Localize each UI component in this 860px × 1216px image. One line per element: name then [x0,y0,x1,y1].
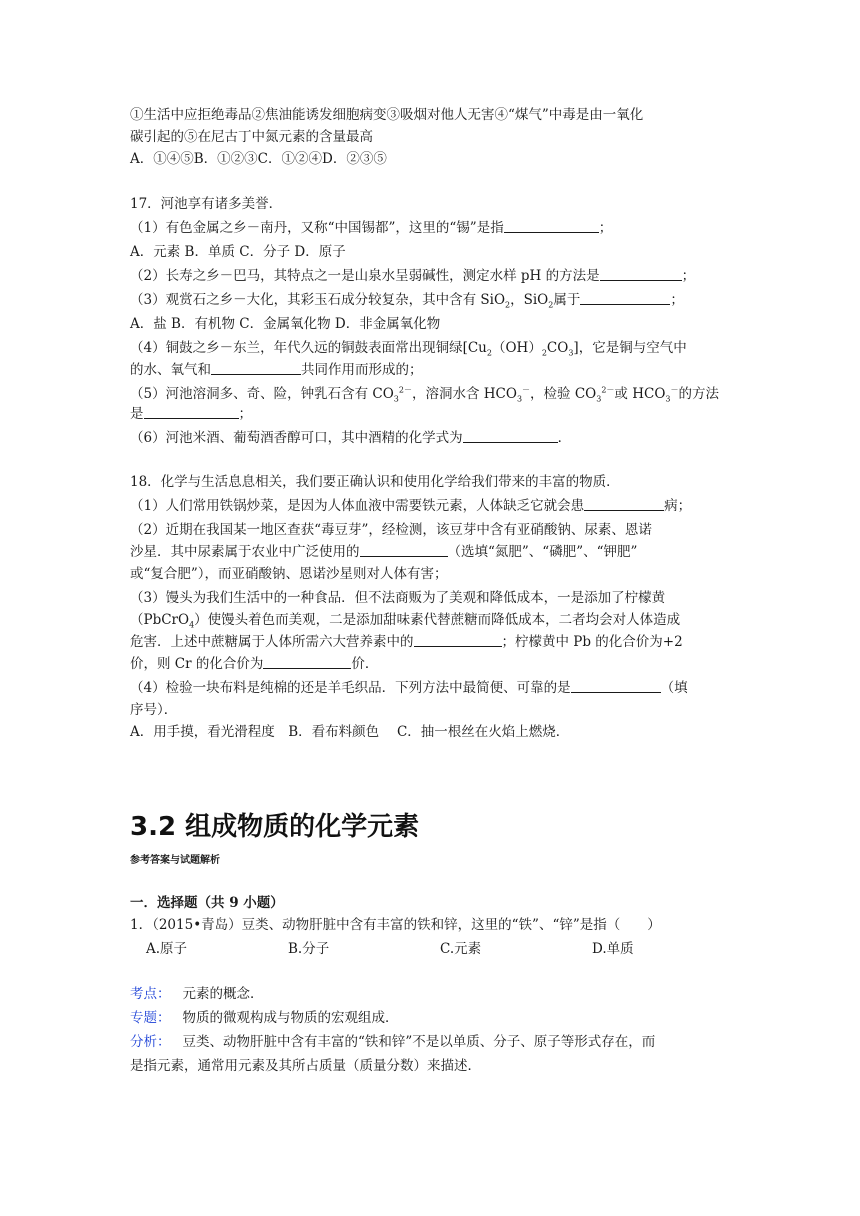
answer-blank[interactable] [360,542,448,557]
section-title: 3.2 组成物质的化学元素 [130,812,420,842]
q18-part4: （4）检验一块布料是纯棉的还是羊毛织品．下列方法中最简便、可靠的是 （填 [130,680,688,696]
q18-part4-cont: 序号）． [130,702,178,718]
q17-part6: （6）河池米酒、葡萄酒香醇可口，其中酒精的化学式为 ． [130,430,572,446]
zhuanti-row: 专题： 物质的微观构成与物质的宏观组成． [130,1010,399,1026]
q17-part5: （5）河池溶洞多、奇、险，钟乳石含有 $CO_3^{2-}$，溶洞水含 $HCO_3^-$，检验 $CO_3^{2-}$或 $HCO_3^-$的方法 [130,385,719,404]
q17-part5-cont: 是 ； [130,406,252,422]
zhuanti-label: 专题： [130,1010,171,1026]
q18-part1: （1）人们常用铁锅炒菜，是因为人体血液中需要铁元素，人体缺乏它就会患 病； [130,498,692,514]
answer-blank[interactable] [584,496,664,511]
q18-part2-line3: 或“复合肥”），而亚硝酸钠、恩诺沙星则对人体有害； [130,566,448,582]
answer-blank[interactable] [463,428,558,443]
q18-part3-line4: 价，则 Cr 的化合价为 价． [130,656,379,672]
q17-part1-options: A．元素 B．单质 C．分子 D．原子 [130,244,346,260]
answer-blank[interactable] [571,678,661,693]
q16-options: A．①④⑤B．①②③C．①②④D．②③⑤ [130,151,387,167]
q16-line1: ①生活中应拒绝毒品②焦油能诱发细胞病变③吸烟对他人无害④“煤气”中毒是由一氧化 [130,107,644,123]
answer-q1-options [130,939,740,959]
q17-part4-cont: 的水、氧气和 共同作用而形成的； [130,362,423,378]
section-subtitle: 参考答案与试题解析 [130,855,220,866]
answer-blank[interactable] [600,266,682,281]
q17-part3: （3）观赏石之乡－大化，其彩玉石成分较复杂，其中含有 SiO$_2$，SiO$_2$属于 ； [130,292,684,310]
q17-part3-options: A．盐 B．有机物 C．金属氧化物 D．非金属氧化物 [130,316,441,332]
answer-blank[interactable] [580,290,670,305]
q18-stem: 18．化学与生活息息相关，我们要正确认识和使用化学给我们带来的丰富的物质． [130,474,620,490]
option-d[interactable]: D.单质 [592,941,634,957]
q18-part3-line2: （PbCrO$_4$）使馒头着色而美观，二是添加甜味素代替蔗糖而降低成本，二者均会对人体造成 [130,612,681,630]
option-c[interactable]: C.元素 [440,941,482,957]
answer-blank[interactable] [211,360,301,375]
fenxi-label: 分析： [130,1034,171,1050]
fenxi-row: 分析： 豆类、动物肝脏中含有丰富的“铁和锌”不是以单质、分子、原子等形式存在，而 [130,1034,656,1050]
q17-part2: （2）长寿之乡－巴马，其特点之一是山泉水呈弱碱性，测定水样 pH 的方法是 ； [130,268,696,284]
answer-blank[interactable] [414,632,502,647]
choice-section-heading: 一．选择题（共 9 小题） [130,895,284,911]
q18-part2-line2: 沙星．其中尿素属于农业中广泛使用的 （选填“氮肥”、“磷肥”、“钾肥” [130,544,638,560]
answer-blank[interactable] [144,404,239,419]
q17-stem: 17．河池享有诸多美誉． [130,196,283,212]
q17-part1: （1）有色金属之乡－南丹，又称“中国锡都”，这里的“锡”是指 ； [130,220,613,236]
q17-part4: （4）铜鼓之乡－东兰，年代久远的铜鼓表面常出现铜绿$[Cu_2(OH)_2CO_3]$，它是铜与空气中 [130,340,687,358]
option-b[interactable]: B.分子 [288,941,330,957]
answer-blank[interactable] [263,654,351,669]
fenxi-row-cont: 是指元素，通常用元素及其所占质量（质量分数）来描述． [130,1058,481,1074]
q18-part2-line1: （2）近期在我国某一地区查获“毒豆芽”，经检测，该豆芽中含有亚硝酸钠、尿素、恩诺 [130,522,652,538]
answer-q1-stem: 1．（2015•青岛）豆类、动物肝脏中含有丰富的铁和锌，这里的“铁”、“锌”是指（ ） [130,917,661,933]
q18-part3-line3: 危害．上述中蔗糖属于人体所需六大营养素中的 ；柠檬黄中 Pb 的化合价为+2 [130,634,683,650]
kaodian-label: 考点： [130,986,171,1002]
q18-part3-line1: （3）馒头为我们生活中的一种食品．但不法商贩为了美观和降低成本，一是添加了柠檬黄 [130,590,666,606]
q18-part4-options: A．用手摸，看光滑程度 B．看布料颜色 C．抽一根丝在火焰上燃烧． [130,724,570,740]
option-a[interactable]: A.原子 [146,941,188,957]
kaodian-row: 考点： 元素的概念． [130,986,264,1002]
answer-blank[interactable] [504,218,599,233]
q16-line2: 碳引起的⑤在尼古丁中氮元素的含量最高 [130,129,373,145]
